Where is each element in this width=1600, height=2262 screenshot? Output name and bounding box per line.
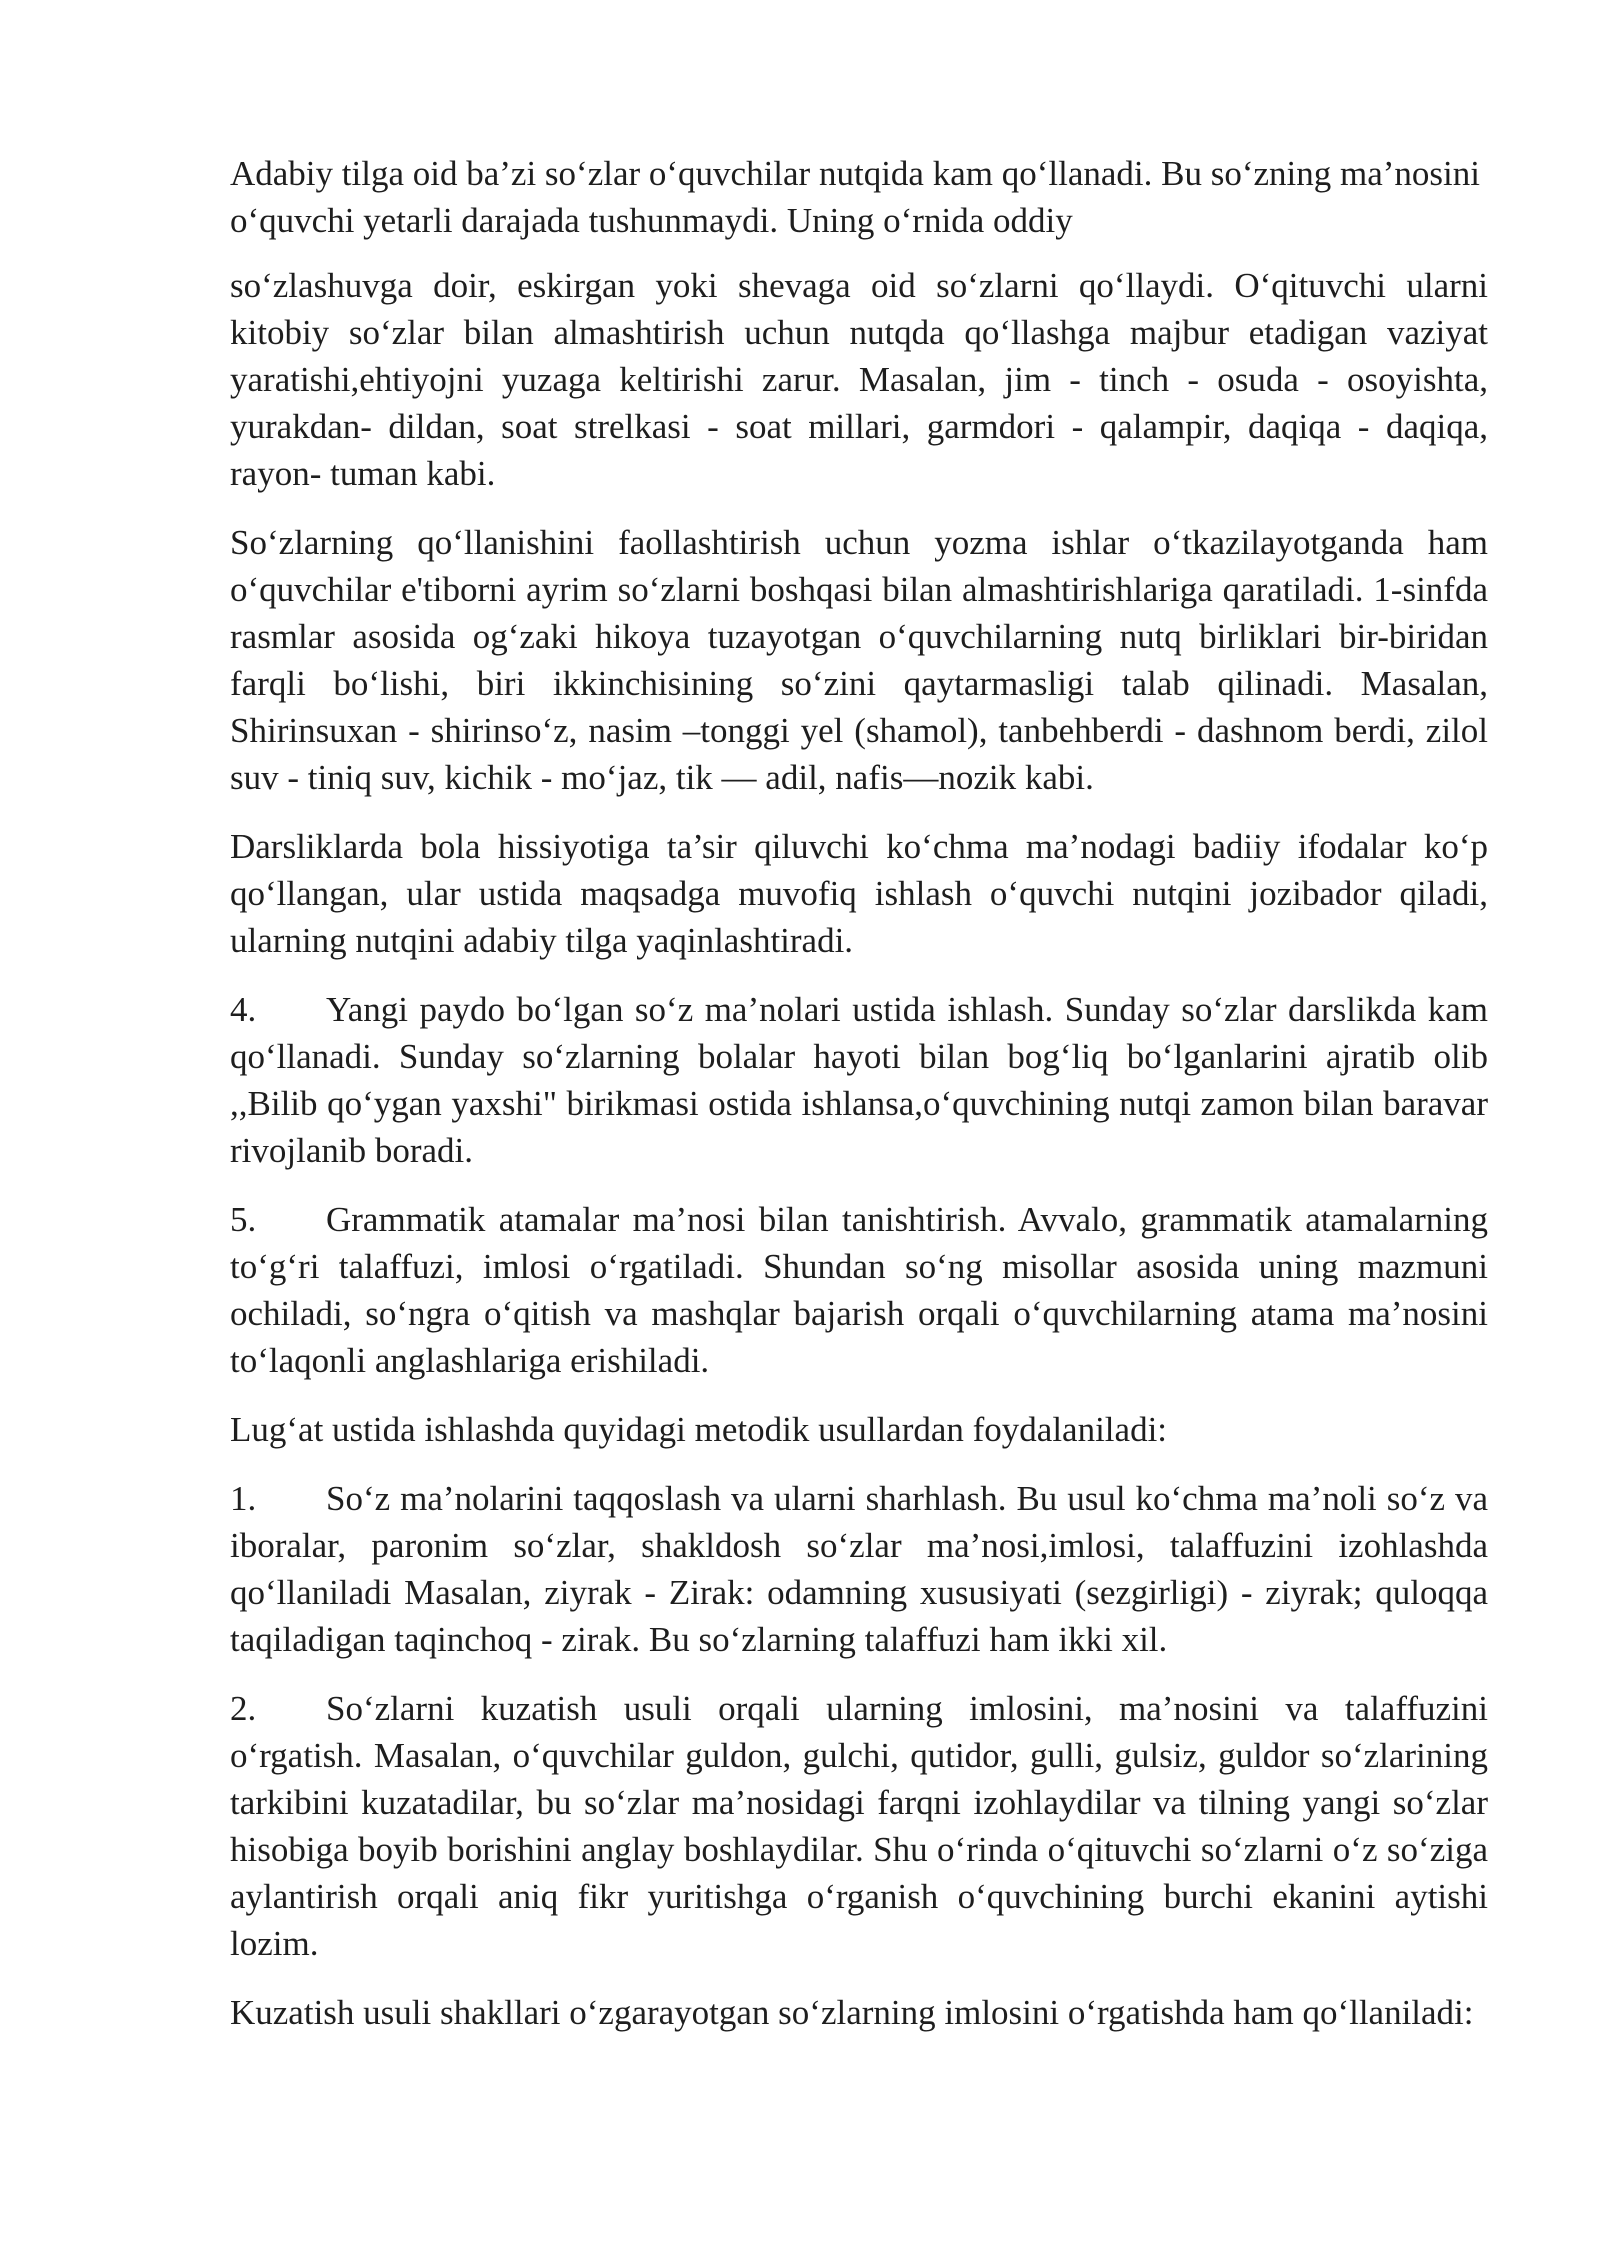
document-page <box>230 150 1488 2058</box>
paragraph-text: Darsliklarda bola hissiyotiga ta’sir qiluvchi ko‘chma ma’nodagi badiiy ifodalar ko‘p qo‘llangan, ular ustida maqsadga muvofiq ishlash o‘quvchi nutqini jozibador qiladi, ularning nutqini adabiy tilga yaqinlashtiradi. <box>230 827 1488 960</box>
paragraph-text: So‘zlarning qo‘llanishini faollashtirish uchun yozma ishlar o‘tkazilayotganda ham o‘quvchilar e'tiborni ayrim so‘zlarni boshqasi bilan almashtirishlariga qaratiladi. 1-sinfda rasmlar asosida og‘zaki hikoya tuzayotgan o‘quvchilarning nutq birliklari bir-biridan farqli bo‘lishi, biri ikkinchisining so‘zini qaytarmasligi talab qilinadi. Masalan, Shirinsuxan - shirinso‘z, nasim –tonggi yel (shamol), tanbehberdi - dashnom berdi, zilol suv - tiniq suv, kichik - mo‘jaz, tik — adil, nafis—nozik kabi. <box>230 523 1488 797</box>
paragraph-text: Grammatik atamalar ma’nosi bilan tanishtirish. Avvalo, grammatik atamalarning to‘g‘ri talaffuzi, imlosi o‘rgatiladi. Shundan so‘ng misollar asosida uning mazmuni ochiladi, so‘ngra o‘qitish va mashqlar bajarish orqali o‘quvchilarning atama ma’nosini to‘laqonli anglashlariga erishiladi. <box>230 1200 1488 1380</box>
paragraph-lugat-ustida <box>230 1406 1488 1453</box>
paragraph-text: so‘zlashuvga doir, eskirgan yoki shevaga oid so‘zlarni qo‘llaydi. O‘qituvchi ularni kitobiy so‘zlar bilan almashtirish uchun nutqda qo‘llashga majbur etadigan vaziyat yaratishi,ehtiyojni yuzaga keltirishi zarur. Masalan, jim - tinch - osuda - osoyishta, yurakdan- dildan, soat strelkasi - soat millari, garmdori - qalampir, daqiqa - daqiqa, rayon- tuman kabi. <box>230 266 1488 493</box>
list-item-1-taqqoslash <box>230 1475 1488 1663</box>
paragraph-darsliklarda <box>230 823 1488 964</box>
paragraph-text: Lug‘at ustida ishlashda quyidagi metodik usullardan foydalaniladi: <box>230 1410 1168 1449</box>
list-item-2-kuzatish <box>230 1685 1488 1967</box>
paragraph-text: So‘z ma’nolarini taqqoslash va ularni sharhlash. Bu usul ko‘chma ma’noli so‘z va iboralar, paronim so‘zlar, shakldosh so‘zlar ma’nosi,imlosi, talaffuzini izohlashda qo‘llaniladi Masalan, ziyrak - Zirak: odamning xususiyati (sezgirligi) - ziyrak; quloqqa taqiladigan taqinchoq - zirak. Bu so‘zlarning talaffuzi ham ikki xil. <box>230 1479 1488 1659</box>
list-number: 4. <box>230 990 257 1029</box>
list-item-4-yangi-sozlar <box>230 986 1488 1174</box>
list-number: 1. <box>230 1479 257 1518</box>
list-number: 2. <box>230 1689 257 1728</box>
paragraph-text: So‘zlarni kuzatish usuli orqali ularning imlosini, ma’nosini va talaffuzini o‘rgatish. Masalan, o‘quvchilar guldon, gulchi, qutidor, gulli, gulsiz, guldor so‘zlarining tarkibini kuzatadilar, bu so‘zlar ma’nosidagi farqni izohlaydilar va tilning yangi so‘zlar hisobiga boyib borishini anglay boshlaydilar. Shu o‘rinda o‘qituvchi so‘zlarni o‘z so‘ziga aylantirish orqali aniq fikr yuritishga o‘rganish o‘quvchining burchi ekanini aytishi lozim. <box>230 1689 1488 1963</box>
paragraph-qollanishini-faollashtirish <box>230 519 1488 801</box>
paragraph-text: Kuzatish usuli shakllari o‘zgarayotgan so‘zlarning imlosini o‘rgatishda ham qo‘llaniladi: <box>230 1993 1474 2032</box>
list-number: 5. <box>230 1200 257 1239</box>
paragraph-adabiy-tilga <box>230 150 1488 244</box>
paragraph-text: Adabiy tilga oid ba’zi so‘zlar o‘quvchilar nutqida kam qo‘llanadi. Bu so‘zning ma’nosini o‘quvchi yetarli darajada tushunmaydi. Uning o‘rnida oddiy <box>230 154 1480 240</box>
paragraph-sozlashuvga <box>230 262 1488 497</box>
paragraph-kuzatish-usuli <box>230 1989 1488 2036</box>
list-item-5-grammatik-atamalar <box>230 1196 1488 1384</box>
paragraph-text: Yangi paydo bo‘lgan so‘z ma’nolari ustida ishlash. Sunday so‘zlar darslikda kam qo‘llanadi. Sunday so‘zlarning bolalar hayoti bilan bog‘liq bo‘lganlarini ajratib olib ,,Bilib qo‘ygan yaxshi" birikmasi ostida ishlansa,o‘quvchining nutqi zamon bilan baravar rivojlanib boradi. <box>230 990 1488 1170</box>
